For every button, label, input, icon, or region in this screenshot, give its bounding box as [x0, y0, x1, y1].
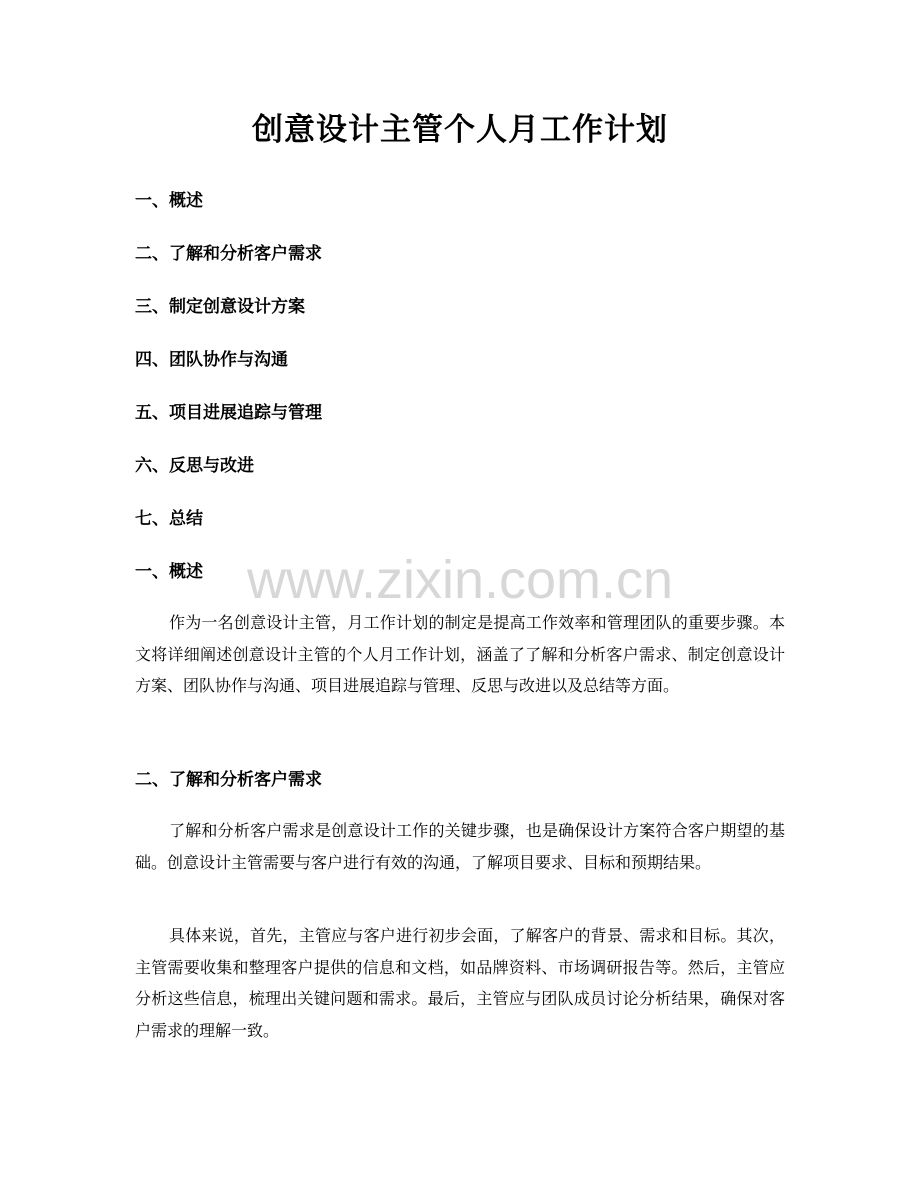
- paragraph: 作为一名创意设计主管，月工作计划的制定是提高工作效率和管理团队的重要步骤。本文将详细阐述创意设计主管的个人月工作计划，涵盖了了解和分析客户需求、制定创意设计方案、团队协作与沟通、项目进展追踪与管理、反思与改进以及总结等方面。: [135, 613, 785, 695]
- toc-item: 四、团队协作与沟通: [135, 350, 288, 370]
- toc-item: 三、制定创意设计方案: [135, 297, 305, 317]
- paragraph: 了解和分析客户需求是创意设计工作的关键步骤，也是确保设计方案符合客户期望的基础。创意设计主管需要与客户进行有效的沟通，了解项目要求、目标和预期结果。: [135, 821, 785, 872]
- section-heading: 一、概述: [135, 562, 203, 582]
- section-heading: 二、了解和分析客户需求: [135, 770, 322, 790]
- document-title: 创意设计主管个人月工作计划: [252, 112, 668, 148]
- toc-item: 六、反思与改进: [135, 456, 254, 476]
- watermark: www.zixin.com.cn: [246, 550, 674, 610]
- toc-item: 二、了解和分析客户需求: [135, 244, 322, 264]
- toc-item: 一、概述: [135, 191, 203, 211]
- paragraph: 具体来说，首先，主管应与客户进行初步会面，了解客户的背景、需求和目标。其次，主管需要收集和整理客户提供的信息和文档，如品牌资料、市场调研报告等。然后，主管应分析这些信息，梳理出关键问题和需求。最后，主管应与团队成员讨论分析结果，确保对客户需求的理解一致。: [135, 926, 785, 1040]
- toc-item: 七、总结: [135, 509, 203, 529]
- toc-item: 五、项目进展追踪与管理: [135, 403, 322, 423]
